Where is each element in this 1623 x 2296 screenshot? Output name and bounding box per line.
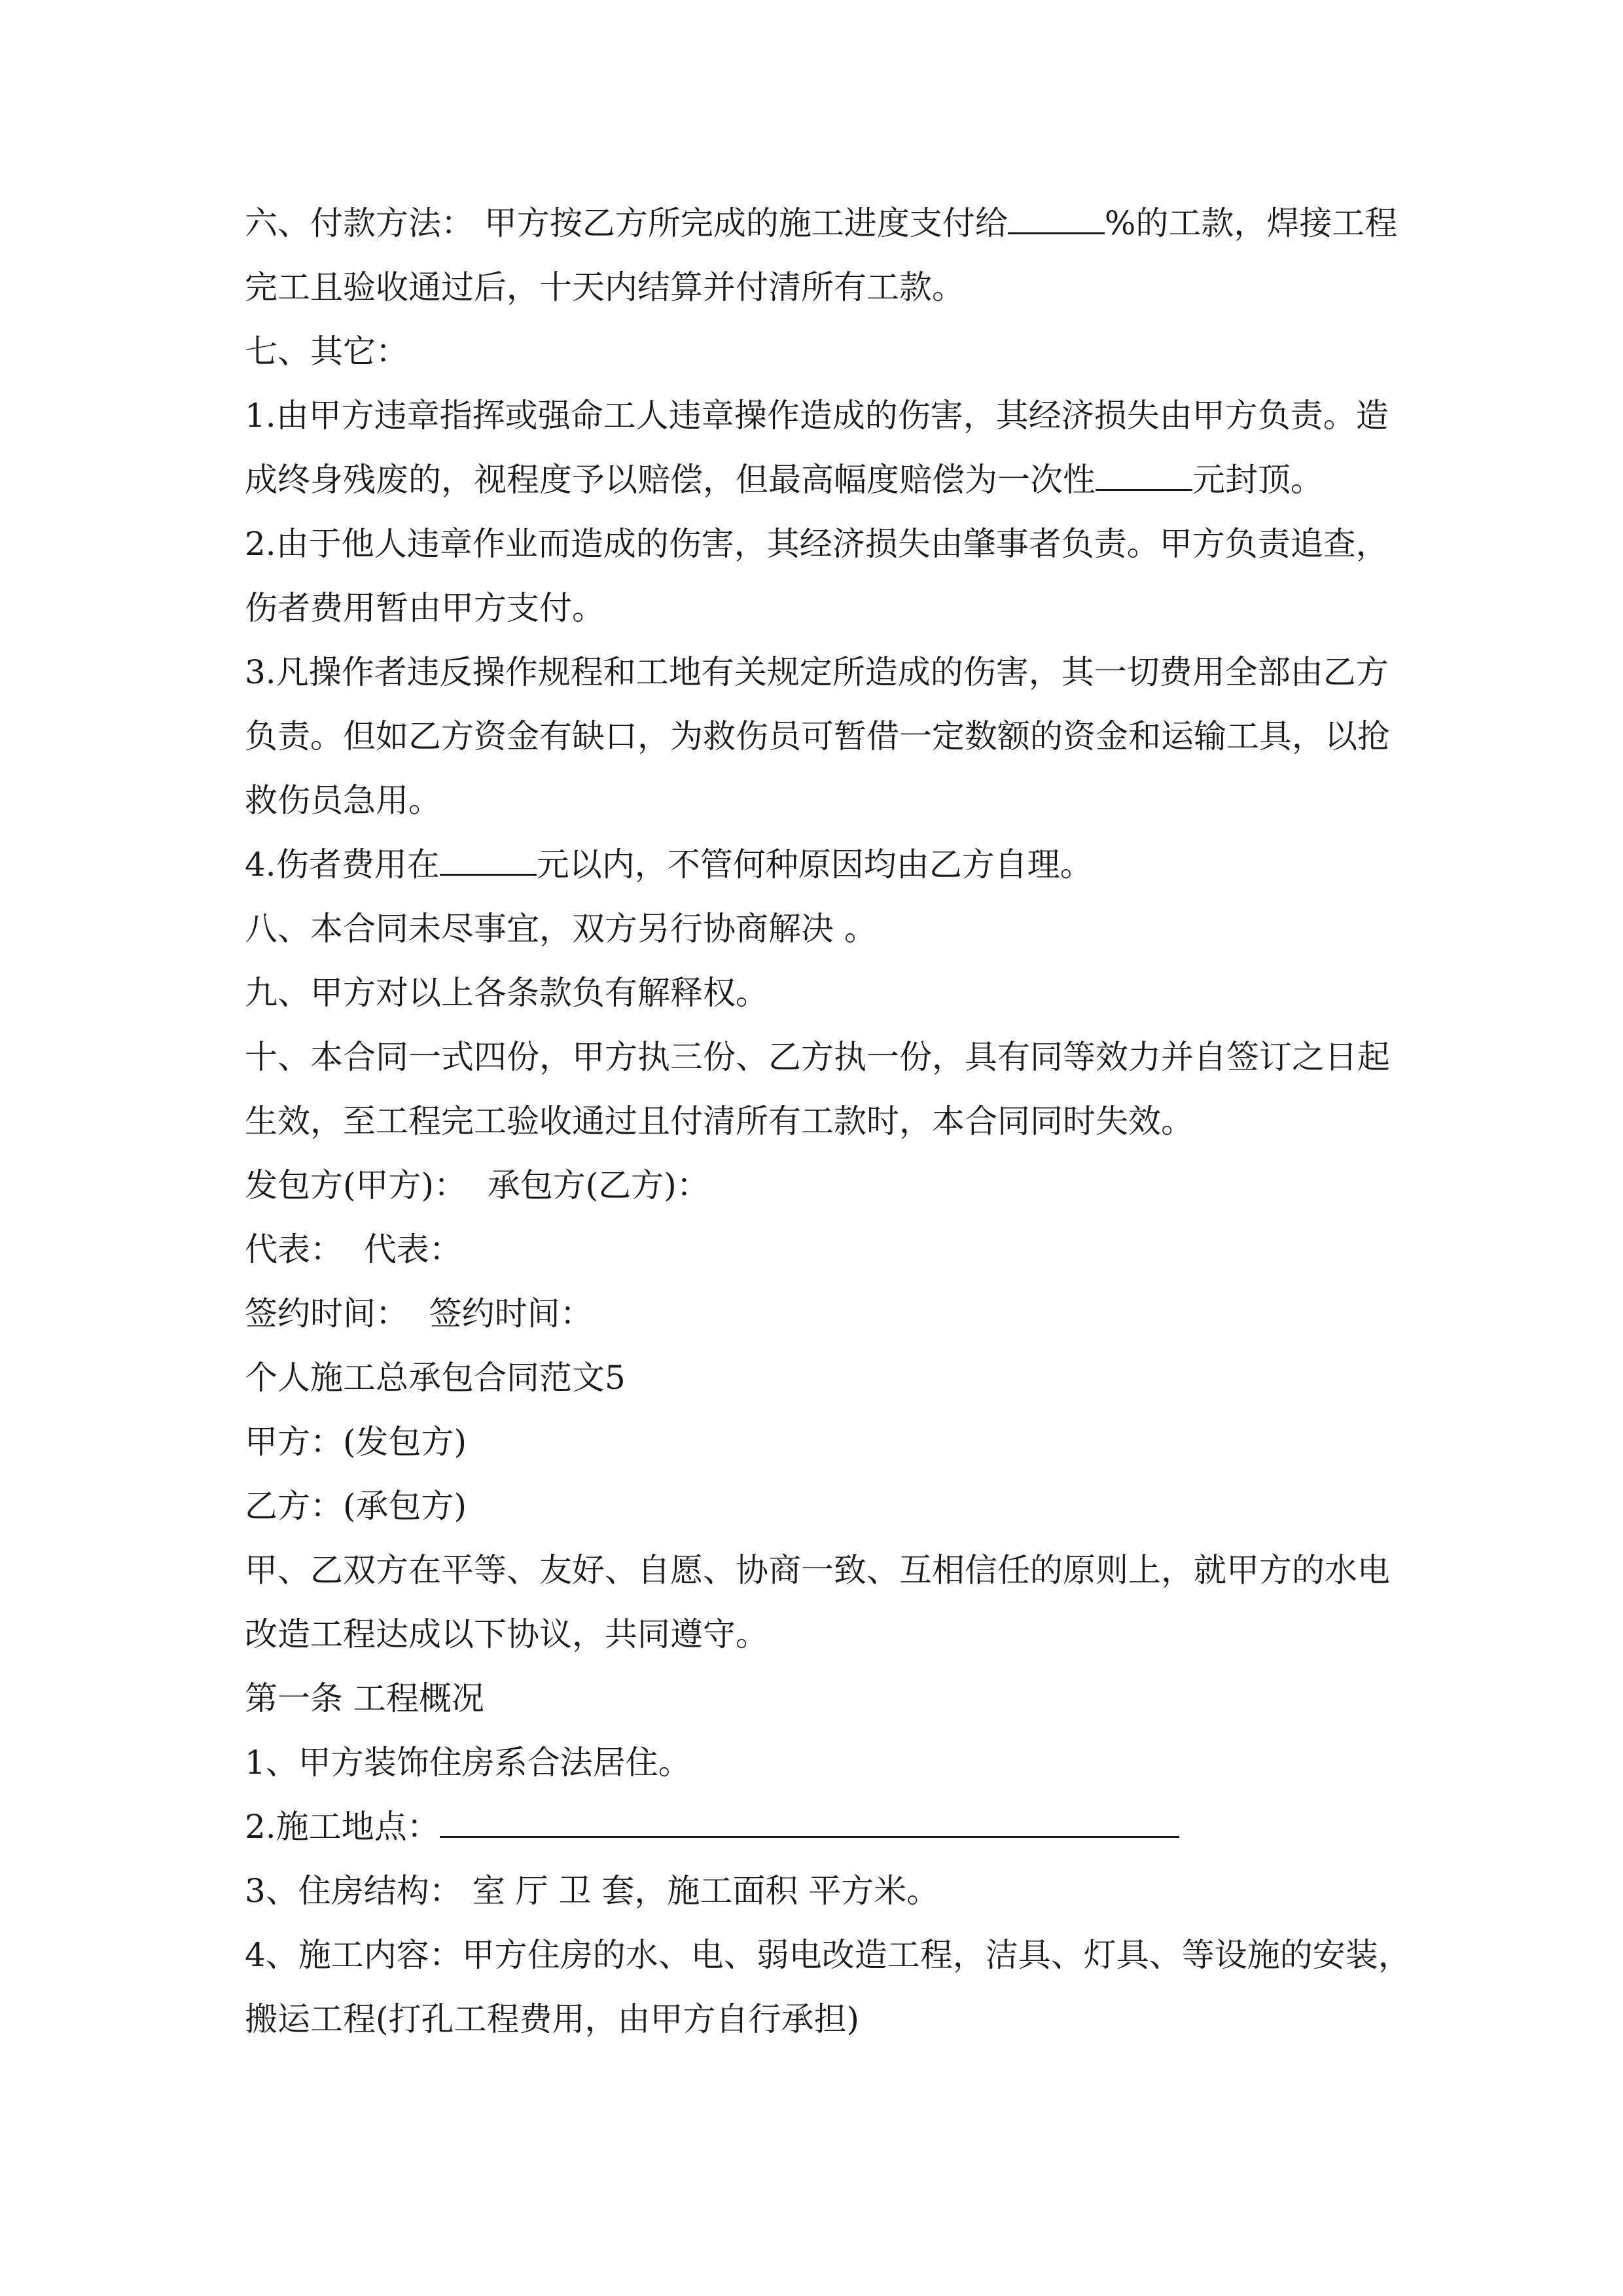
article-one-item3: 3、住房结构： 室 厅 卫 套，施工面积 平方米。 — [245, 1872, 940, 1910]
signature-parties: 发包方(甲方)： 承包方(乙方)： — [245, 1166, 709, 1204]
section-title: 个人施工总承包合同范文5 — [245, 1359, 626, 1397]
article-one-item4-line1: 4、施工内容：甲方住房的水、电、弱电改造工程，洁具、灯具、等设施的安装， — [245, 1936, 1411, 1974]
text-segment: 2.施工地点： — [245, 1808, 440, 1846]
blank-amount-field — [1096, 455, 1192, 491]
clause-seven-heading: 七、其它： — [245, 332, 408, 370]
text-segment: 元以内，不管何种原因均由乙方自理。 — [536, 846, 1093, 884]
text-segment: 元封顶。 — [1192, 461, 1323, 499]
blank-address-field — [440, 1802, 1179, 1838]
text-segment: %的工款，焊接工程 — [1104, 204, 1398, 242]
clause-seven-item2-line2: 伤者费用暂由甲方支付。 — [245, 589, 605, 627]
clause-seven-item2-line1: 2.由于他人违章作业而造成的伤害，其经济损失由肇事者负责。甲方负责追查， — [245, 525, 1389, 563]
blank-amount-field — [440, 840, 537, 876]
preamble-line2: 改造工程达成以下协议，共同遵守。 — [245, 1615, 768, 1653]
clause-seven-item3-line3: 救伤员急用。 — [245, 781, 441, 819]
signature-representatives: 代表： 代表： — [245, 1230, 462, 1268]
clause-seven-item3-line1: 3.凡操作者违反操作规程和工地有关规定所造成的伤害，其一切费用全部由乙方 — [245, 653, 1389, 691]
clause-seven-item1-line1: 1.由甲方违章指挥或强命工人违章操作造成的伤害，其经济损失由甲方负责。造 — [245, 397, 1389, 435]
clause-ten-line2: 生效，至工程完工验收通过且付清所有工款时，本合同同时失效。 — [245, 1102, 1194, 1140]
article-one-item4-line2: 搬运工程(打孔工程费用，由甲方自行承担) — [245, 2000, 860, 2038]
clause-six-payment-line2: 完工且验收通过后，十天内结算并付清所有工款。 — [245, 268, 965, 306]
text-segment: 4.伤者费用在 — [245, 846, 440, 884]
clause-ten-line1: 十、本合同一式四份，甲方执三份、乙方执一份，具有同等效力并自签订之日起 — [245, 1038, 1390, 1076]
text-segment: 成终身残废的，视程度予以赔偿，但最高幅度赔偿为一次性 — [245, 461, 1096, 499]
blank-percent-field — [1008, 198, 1105, 234]
clause-eight: 八、本合同未尽事宜，双方另行协商解决 。 — [245, 910, 877, 948]
clause-six-payment-line1 — [245, 191, 1403, 255]
clause-seven-item4 — [245, 833, 1403, 897]
signature-dates: 签约时间： 签约时间： — [245, 1295, 593, 1333]
clause-seven-item1-line2 — [245, 448, 1403, 512]
contract-body — [245, 191, 1411, 2051]
party-a-label: 甲方：(发包方) — [245, 1423, 467, 1461]
clause-nine: 九、甲方对以上各条款负有解释权。 — [245, 974, 768, 1012]
text-segment: 六、付款方法： 甲方按乙方所完成的施工进度支付给 — [245, 204, 1008, 242]
article-one-item1: 1、甲方装饰住房系合法居住。 — [245, 1744, 691, 1782]
party-b-label: 乙方：(承包方) — [245, 1487, 467, 1525]
clause-seven-item3-line2: 负责。但如乙方资金有缺口，为救伤员可暂借一定数额的资金和运输工具，以抢 — [245, 717, 1390, 755]
article-one-item2 — [245, 1795, 1403, 1859]
article-one-heading: 第一条 工程概况 — [245, 1679, 484, 1717]
preamble-line1: 甲、乙双方在平等、友好、自愿、协商一致、互相信任的原则上，就甲方的水电 — [245, 1551, 1390, 1589]
